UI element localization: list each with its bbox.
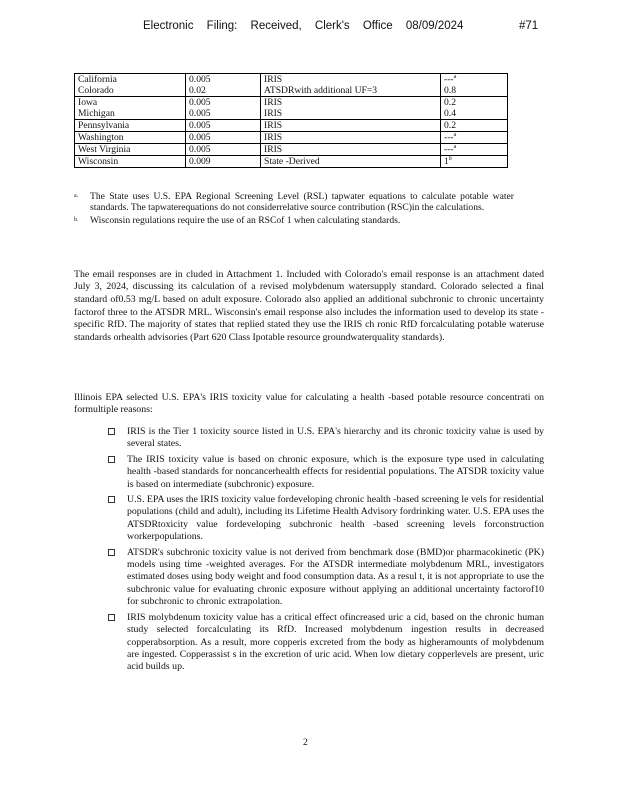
list-item: [108, 612, 544, 674]
email-responses-paragraph: The email responses are in cluded in Attachment 1. Included with Colorado's email response is an attachment dated July 3, 2024, discussing its calculation of a revised molybdenum watersupply standard. Colorado selected a final standard of0.53 mg/L based on adult exposure. Colorado also applied an additional subchronic to chronic uncertainty factorof three to the ATSDR MRL. Wisconsin's email response also includes the information used to develop its state -specific RfD. The majority of states that replied stated they use the IRIS ch ronic RfD forcalculating potable wateruse standards orhealth advisories (Part 620 Class Ipotable resource groundwaterquality standards).: [74, 268, 544, 343]
footnote-ref: a: [453, 74, 457, 80]
selection-intro-paragraph: Illinois EPA selected U.S. EPA's IRIS toxicity value for calculating a health -based potable resource concentrati on formultiple reasons:: [74, 391, 544, 416]
cell-line: [189, 144, 257, 155]
reasons-list: [108, 426, 544, 677]
cell-text: 0.2: [444, 97, 456, 108]
square-bullet-icon: [108, 456, 115, 463]
reason-text: IRIS molybdenum toxicity value has a critical effect ofincreased uric a cid, based on the chronic human study selected forcalculating its RfD. Increased molybdenum ingestion results in decreased copperabsorption. As a result, more copperis excreted from the body as higheramounts of molybdenum are ingested. Copperassist s in the excretion of uric acid. When low dietary copperlevels are present, uric acid builds up.: [127, 611, 544, 673]
cell-line: [189, 85, 257, 96]
list-item: [108, 494, 544, 544]
cell-text: 1: [444, 156, 449, 167]
toxicity-source-cell: [261, 132, 441, 144]
cell-text: 0.4: [444, 108, 456, 119]
rsc-cell: [441, 97, 508, 120]
document-number: #71: [519, 20, 539, 32]
toxicity-source-cell: [261, 144, 441, 156]
state-cell: [75, 132, 186, 144]
cell-line: [264, 97, 437, 108]
table-row: [75, 156, 508, 168]
footnote-ref: a: [453, 144, 457, 150]
cell-line: [78, 132, 182, 143]
standard-value-cell: [186, 144, 261, 156]
cell-line: [264, 156, 437, 167]
footnote-ref: b: [448, 156, 452, 162]
cell-line: [78, 97, 182, 108]
cell-text: ---: [444, 144, 454, 155]
footnote-mark: b.: [74, 216, 79, 223]
footnote-b: [74, 215, 514, 226]
cell-line: [189, 120, 257, 131]
cell-line: [444, 156, 504, 167]
cell-text: 0.005: [189, 144, 211, 155]
cell-line: [189, 132, 257, 143]
cell-text: IRIS: [264, 132, 283, 143]
list-item: [108, 426, 544, 451]
rsc-cell: [441, 132, 508, 144]
cell-text: Colorado: [78, 85, 114, 96]
cell-line: [189, 156, 257, 167]
cell-line: [78, 108, 182, 119]
cell-line: [78, 85, 182, 96]
cell-text: IRIS: [264, 144, 283, 155]
table-footnotes: [74, 191, 514, 227]
cell-line: [78, 144, 182, 155]
cell-line: [444, 144, 504, 155]
cell-text: Wisconsin: [78, 156, 119, 167]
cell-line: [264, 74, 437, 85]
cell-line: [264, 108, 437, 119]
standard-value-cell: [186, 132, 261, 144]
standard-value-cell: [186, 74, 261, 97]
cell-text: 0.005: [189, 97, 211, 108]
cell-text: Washington: [78, 132, 124, 143]
table-row: [75, 97, 508, 120]
cell-text: Pennsylvania: [78, 120, 130, 131]
cell-text: Michigan: [78, 108, 115, 119]
cell-text: ---: [444, 132, 454, 143]
cell-text: IRIS: [264, 97, 283, 108]
cell-text: 0.009: [189, 156, 211, 167]
filing-header: [0, 20, 618, 36]
standard-value-cell: [186, 97, 261, 120]
standard-value-cell: [186, 120, 261, 132]
list-item: [108, 454, 544, 491]
cell-line: [444, 108, 504, 119]
reason-text: U.S. EPA uses the IRIS toxicity value fordeveloping chronic health -based screening le vels for residential populations (child and adult), including its Lifetime Health Advisory fordrinking water. U.S. EPA uses the ATSDRtoxicity value fordeveloping subchronic health -based screening levels forconstruction workerpopulations.: [127, 494, 544, 543]
reason-text: ATSDR's subchronic toxicity value is not derived from benchmark dose (BMD)or pharmacokinetic (PK) models using time -weighted averages. For the ATSDR intermediate molybdenum MRL, investigators estimated doses using body weight and food consumption data. As a resul t, it is not appropriate to use the subchronic value for evaluating chronic exposure without applying an additional uncertainty factorof10 for subchronic to chronic extrapolation.: [127, 546, 544, 608]
state-cell: [75, 74, 186, 97]
cell-text: 0.2: [444, 120, 456, 131]
cell-line: [78, 156, 182, 167]
cell-line: [444, 120, 504, 131]
footnote-ref: a: [453, 132, 457, 138]
cell-line: [444, 132, 504, 143]
cell-line: [189, 108, 257, 119]
footnote-text: The State uses U.S. EPA Regional Screening Level (RSL) tapwater equations to calculate potable water standards. The tapwaterequations do not considerrelative source contribution (RSC)in the calculations.: [90, 191, 514, 214]
square-bullet-icon: [108, 614, 115, 621]
state-cell: [75, 97, 186, 120]
footnote-a: [74, 191, 514, 214]
cell-line: [78, 120, 182, 131]
reason-text: IRIS is the Tier 1 toxicity source listed in U.S. EPA's hierarchy and its chronic toxicity value is used by several states.: [127, 426, 544, 450]
cell-line: [264, 120, 437, 131]
cell-line: [264, 144, 437, 155]
toxicity-source-cell: [261, 97, 441, 120]
square-bullet-icon: [108, 549, 115, 556]
table-row: [75, 144, 508, 156]
page-number: 2: [303, 738, 308, 748]
square-bullet-icon: [108, 496, 115, 503]
cell-text: 0.005: [189, 74, 211, 85]
footnote-mark: a.: [74, 193, 79, 199]
cell-text: ---: [444, 74, 454, 85]
square-bullet-icon: [108, 428, 115, 435]
cell-line: [189, 74, 257, 85]
table-row: [75, 74, 508, 97]
cell-line: [264, 132, 437, 143]
footnote-text: Wisconsin regulations require the use of an RSCof 1 when calculating standards.: [90, 214, 401, 226]
cell-text: IRIS: [264, 120, 283, 131]
cell-line: [264, 85, 437, 96]
standard-value-cell: [186, 156, 261, 168]
toxicity-source-cell: [261, 120, 441, 132]
cell-text: 0.005: [189, 108, 211, 119]
cell-line: [444, 74, 504, 85]
cell-text: IRIS: [264, 74, 283, 85]
cell-line: [444, 97, 504, 108]
list-item: [108, 547, 544, 609]
cell-line: [444, 85, 504, 96]
cell-text: Iowa: [78, 97, 98, 108]
cell-text: California: [78, 74, 117, 85]
state-cell: [75, 156, 186, 168]
cell-text: 0.8: [444, 85, 456, 96]
reason-text: The IRIS toxicity value is based on chronic exposure, which is the exposure type used in calculating health -based standards for noncancerhealth effects for residential populations. The ATSDR toxicity value is based on intermediate (subchronic) exposure.: [127, 453, 544, 490]
toxicity-source-cell: [261, 74, 441, 97]
table-row: [75, 132, 508, 144]
table-row: [75, 120, 508, 132]
cell-line: [78, 74, 182, 85]
cell-text: 0.005: [189, 120, 211, 131]
cell-text: State -Derived: [264, 156, 320, 167]
filing-stamp: Electronic Filing: Received, Clerk's Office 08/09/2024: [143, 20, 464, 32]
rsc-cell: [441, 120, 508, 132]
cell-text: ATSDRwith additional UF=3: [264, 85, 378, 96]
state-standards-table: [74, 73, 508, 168]
cell-text: West Virginia: [78, 144, 131, 155]
cell-text: 0.005: [189, 132, 211, 143]
cell-text: IRIS: [264, 108, 283, 119]
cell-text: 0.02: [189, 85, 206, 96]
rsc-cell: [441, 74, 508, 97]
cell-line: [189, 97, 257, 108]
rsc-cell: [441, 144, 508, 156]
state-cell: [75, 120, 186, 132]
rsc-cell: [441, 156, 508, 168]
state-cell: [75, 144, 186, 156]
toxicity-source-cell: [261, 156, 441, 168]
